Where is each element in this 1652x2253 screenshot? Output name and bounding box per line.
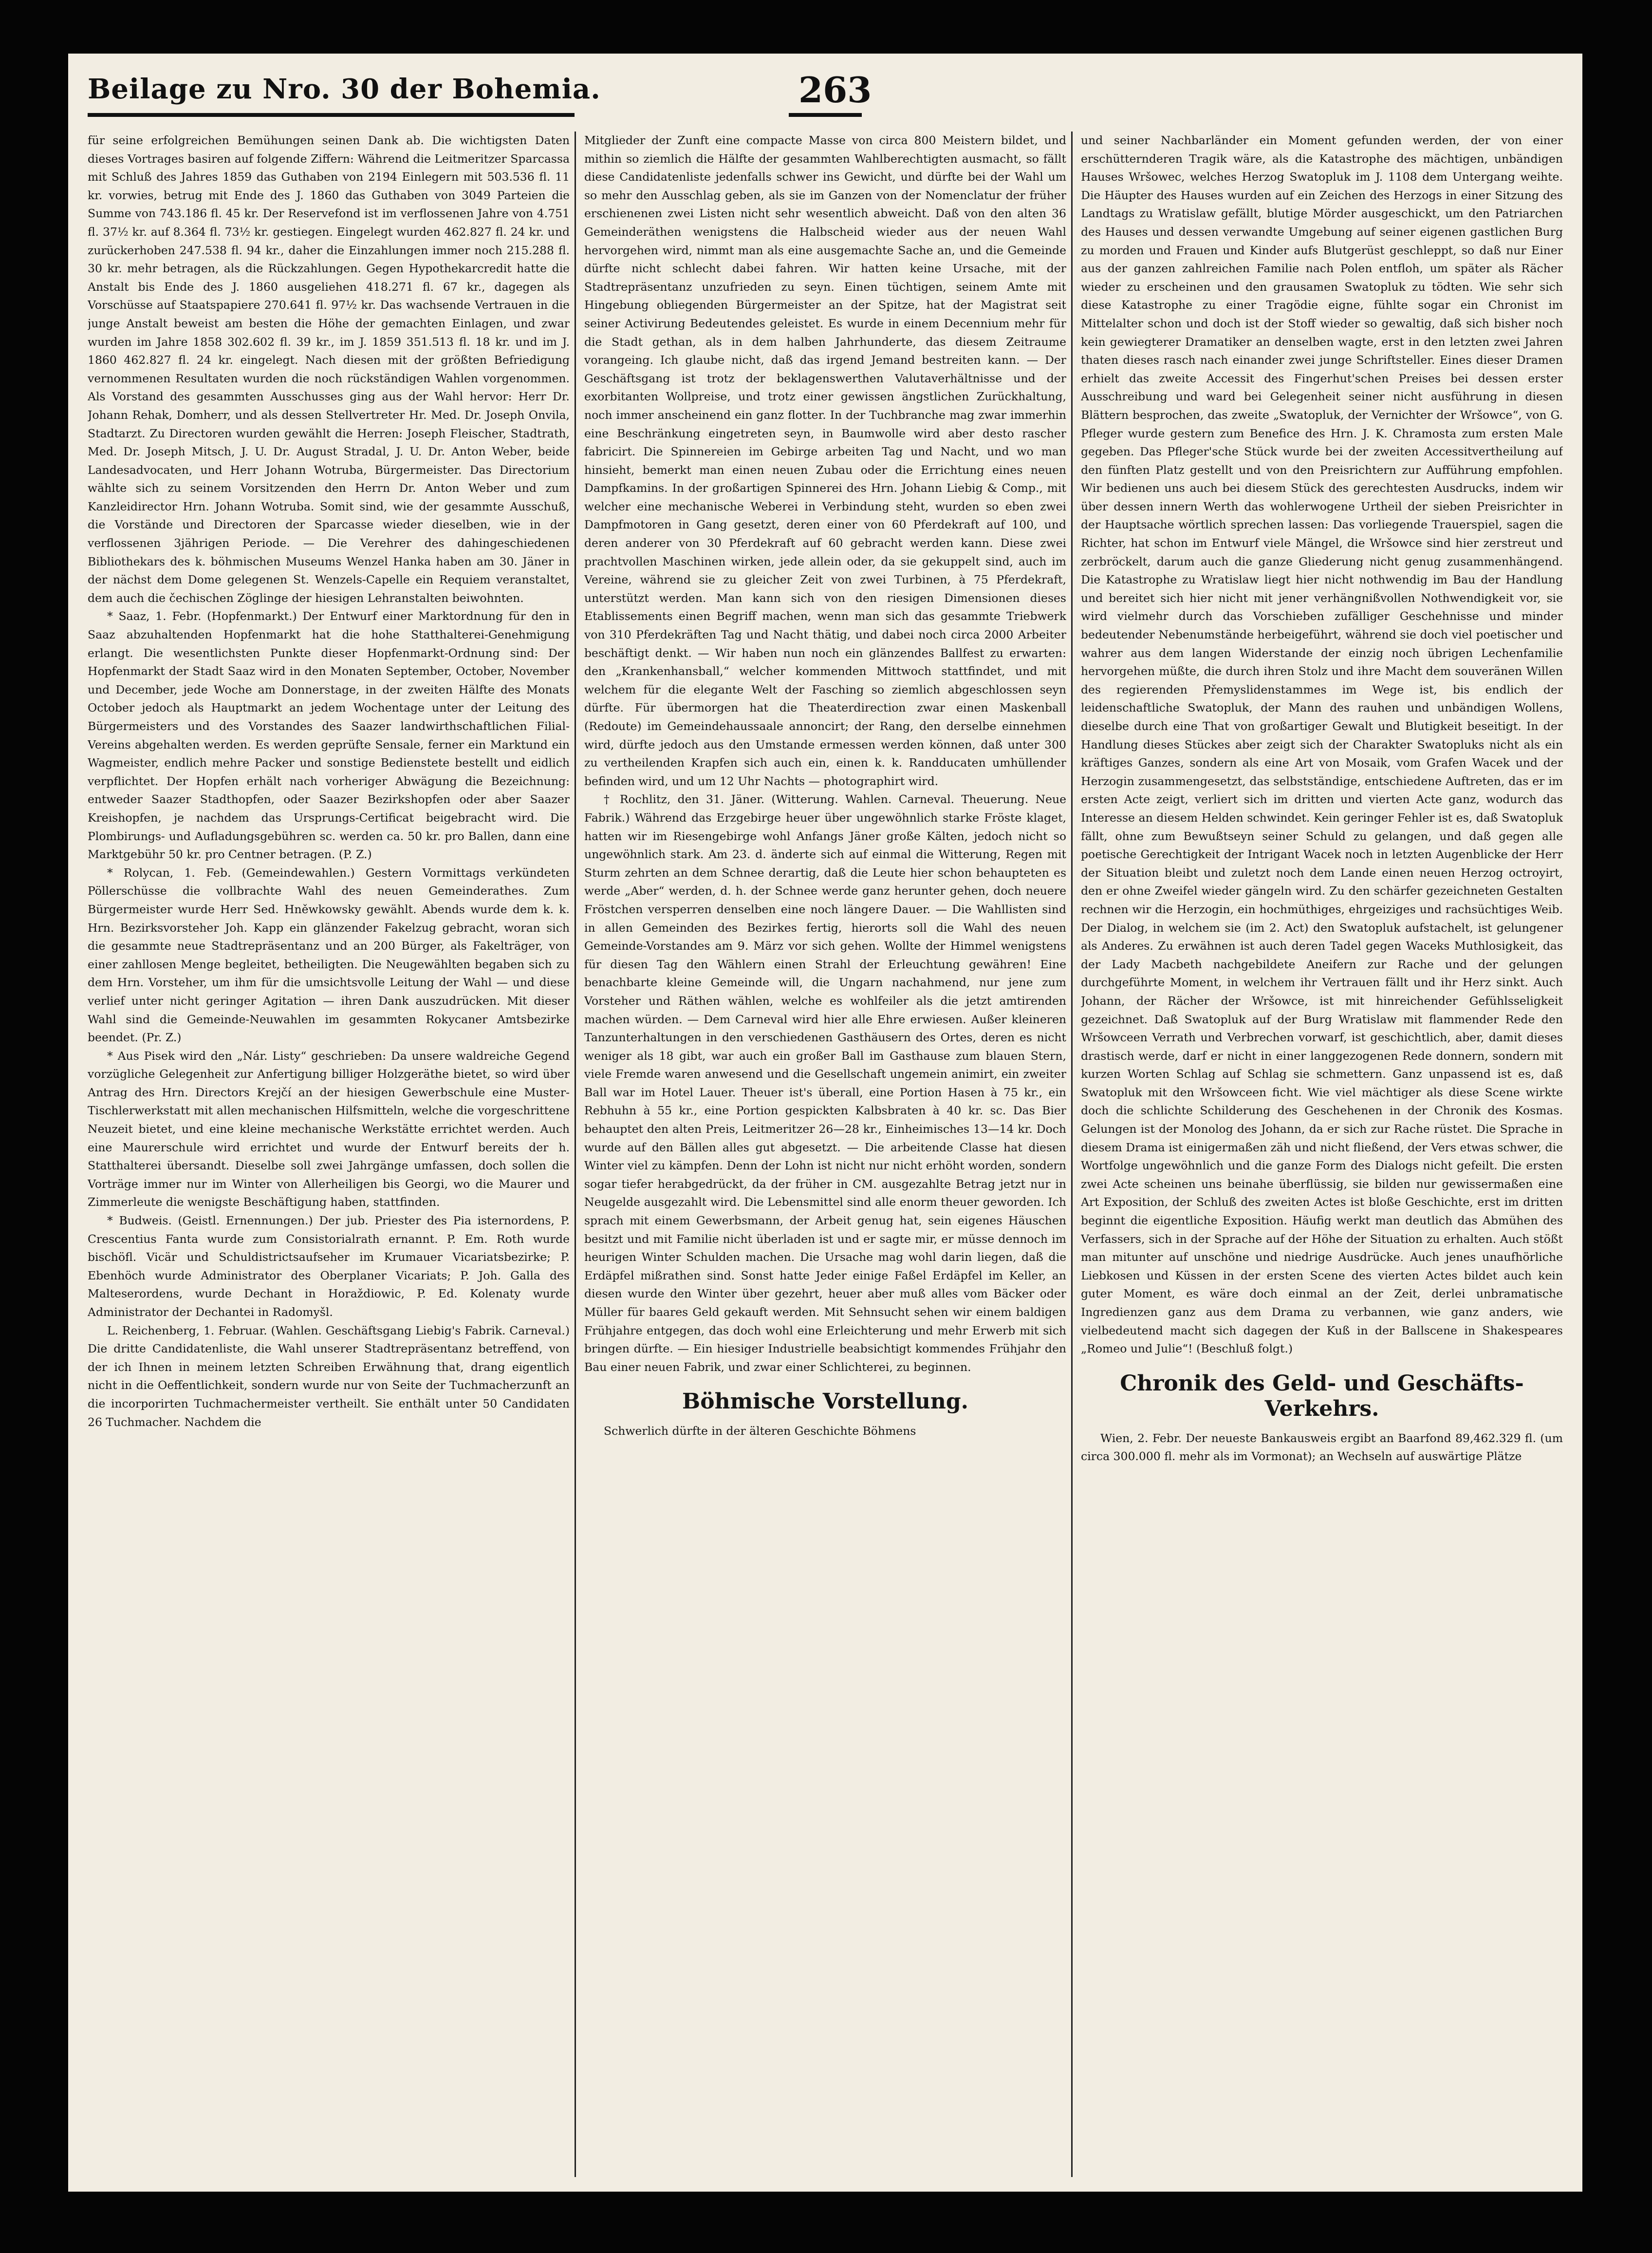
article-paragraph: * Saaz, 1. Febr. (Hopfenmarkt.) Der Entwurf einer Marktordnung für den in Saaz abzuhaltenden Hopfenmarkt hat die hohe Statthalterei-Genehmigung erlangt. Die wesentlichsten Punkte dieser Hopfenmarkt-Ordnung sind: Der Hopfenmarkt der Stadt Saaz wird in den Monaten September, October, November und December, jede Woche am Donnerstage, in der zweiten Hälfte des Monats October jedoch als Hauptmarkt an jedem Wochentage unter der Leitung des Bürgermeisters und des Vorstandes des Saazer landwirthschaftlichen Filial-Vereins abgehalten werden. Es werden geprüfte Sensale, ferner ein Marktund ein Wagmeister, endlich mehre Packer und sonstige Bedienstete bestellt und eidlich verpflichtet. Der Hopfen erhält nach vorheriger Abwägung die Bezeichnung: entweder Saazer Stadthopfen, oder Saazer Bezirkshopfen oder aber Saazer Kreishopfen, je nachdem das Ursprungs-Certificat beigebracht wird. Die Plombirungs- und Aufladungsgebühren sc. werden ca. 50 kr. pro Ballen, dann eine Marktgebühr 50 kr. pro Centner betragen. (P. Z.) xyxy=(88,609,570,862)
newspaper-page xyxy=(68,54,1582,2192)
section-heading: Böhmische Vorstellung. xyxy=(682,1389,968,1414)
article-paragraph: † Rochlitz, den 31. Jäner. (Witterung. Wahlen. Carneval. Theuerung. Neue Fabrik.) Während das Erzgebirge heuer über ungewöhnlich starke Fröste klaget, hatten wir im Riesengebirge wohl Anfangs Jäner große Kälten, jedoch nicht so ungewöhnlich stark. Am 23. d. änderte sich auf einmal die Witterung, Regen mit Sturm zehrten an dem Schnee derartig, daß die Leute hier schon behaupteten es werde „Aber“ werden, d. h. der Schnee werde ganz herunter gehen, doch neuere Fröstchen versperren denselben eine noch längere Dauer. — Die Wahllisten sind in allen Gemeinden des Bezirkes fertig, hierorts soll die Wahl des neuen Gemeinde-Vorstandes am 9. März vor sich gehen. Wollte der Himmel wenigstens für diesen Tag den Wählern einen Strahl der Erleuchtung gewähren! Eine benachbarte kleine Gemeinde will, die Ungarn nachahmend, nur jene zum Vorsteher und Räthen wählen, welche es wohlfeiler als die jetzt amtirenden machen würden. — Dem Carneval wird hier alle Ehre erwiesen. Außer kleineren Tanzunterhaltungen in den verschiedenen Gasthäusern des Ortes, deren es nicht weniger als 18 gibt, war auch ein großer Ball im Gasthause zum blauen Stern, viele Fremde waren anwesend und die Gesellschaft ungemein animirt, ein zweiter Ball war im Hotel Lauer. Theuer ist's überall, eine Portion Hasen à 75 kr., ein Rebhuhn à 55 kr., eine Portion gespickten Kalbsbraten à 40 kr. sc. Das Bier behauptet den alten Preis, Leitmeritzer 26—28 kr., Einheimisches 13—14 kr. Doch wurde auf den Bällen alles gut abgesetzt. — Die arbeitende Classe hat diesen Winter viel zu kämpfen. Denn der Lohn ist nicht nur nicht erhöht worden, sondern sogar tiefer herabgedrückt, da der früher in CM. ausgezahlte Betrag jetzt nur in Neugelde ausgezahlt wird. Die Lebensmittel sind alle enorm theuer geworden. Ich sprach mit einem Gewerbsmann, der Arbeit genug hat, sein eigenes Häuschen besitzt und mit Familie nicht überladen ist und er sagte mir, er müsse dennoch im heurigen Winter Schulden machen. Die Ursache mag wohl darin liegen, daß die Erdäpfel mißrathen sind. Sonst hatte Jeder einige Faßel Erdäpfel im Keller, an diesen wurde den Winter über gezehrt, heuer aber muß alles vom Bäcker oder Müller für baares Geld gekauft werden. Mit Sehnsucht sehen wir einem baldigen Frühjahre entgegen, das doch wohl eine Erleichterung und mehr Erwerb mit sich bringen dürfte. — Ein hiesiger Industrielle beabsichtigt kommendes Frühjahr den Bau einer neuen Fabrik, und zwar einer Schlichterei, zu beginnen. xyxy=(584,792,1066,1374)
article-paragraph: für seine erfolgreichen Bemühungen seinen Dank ab. Die wichtigsten Daten dieses Vortrages basiren auf folgende Ziffern: Während die Leitmeritzer Sparcassa mit Schluß des Jahres 1859 das Guthaben von 2194 Einlegern mit 503.536 fl. 11 kr. vorwies, betrug mit Ende des J. 1860 das Guthaben von 3049 Parteien die Summe von 743.186 fl. 45 kr. Der Reservefond ist im verflossenen Jahre von 4.751 fl. 37½ kr. auf 8.364 fl. 73½ kr. gestiegen. Eingelegt wurden 462.827 fl. 24 kr. und zurückerhoben 247.538 fl. 94 kr., daher die Einzahlungen immer noch 215.288 fl. 30 kr. mehr betragen, als die Rückzahlungen. Gegen Hypothekarcredit hatte die Anstalt bis Ende des J. 1860 ausgeliehen 418.271 fl. 67 kr., dagegen als Vorschüsse auf Staatspapiere 270.641 fl. 97½ kr. Das wachsende Vertrauen in die junge Anstalt beweist am besten die Höhe der gemachten Einlagen, und zwar wurden im Jahre 1858 302.602 fl. 39 kr., im J. 1859 351.513 fl. 18 kr. und im J. 1860 462.827 fl. 24 kr. eingelegt. Nach diesen mit der größten Befriedigung vernommenen Resultaten wurden die noch rückständigen Wahlen vorgenommen. Als Vorstand des gesammten Ausschusses ging aus der Wahl hervor: Herr Dr. Johann Rehak, Domherr, und als dessen Stellvertreter Hr. Med. Dr. Joseph Onvila, Stadtarzt. Zu Directoren wurden gewählt die Herren: Joseph Fleischer, Stadtrath, Med. Dr. Joseph Mitsch, J. U. Dr. August Stradal, J. U. Dr. Anton Weber, beide Landesadvocaten, und Herr Johann Wotruba, Bürgermeister. Das Directorium wählte sich zu seinem Vorsitzenden den Herrn Dr. Anton Weber und zum Kanzleidirector Hrn. Johann Wotruba. Somit sind, wie der gesammte Ausschuß, die Vorstände und Directoren der Sparcasse wieder dieselben, wie in der verflossenen 3jährigen Periode. — Die Verehrer des dahingeschiedenen Bibliothekars des k. böhmischen Museums Wenzel Hanka haben am 30. Jäner in der nächst dem Dome gelegenen St. Wenzels-Capelle ein Requiem veranstaltet, dem auch die čechischen Zöglinge der hiesigen Lehranstalten beiwohnten. xyxy=(88,133,570,605)
column-2 xyxy=(584,131,1066,2177)
column-1 xyxy=(88,131,570,2177)
article-paragraph: * Budweis. (Geistl. Ernennungen.) Der jub. Priester des Pia isternordens, P. Crescentius Fanta wurde zum Consistorialrath ernannt. P. Em. Roth wurde bischöfl. Vicär und Schuldistrictsaufseher im Krumauer Vicariatsbezirke; P. Ebenhöch wurde Administrator des Oberplaner Vicariats; P. Joh. Galla des Malteserordens, wurde Dechant in Horaždiowic, P. Ed. Kolenaty wurde Administrator der Dechantei in Radomyšl. xyxy=(88,1214,570,1319)
article-paragraph: * Rolycan, 1. Feb. (Gemeindewahlen.) Gestern Vormittags verkündeten Pöllerschüsse die vollbrachte Wahl des neuen Gemeinderathes. Zum Bürgermeister wurde Herr Sed. Hněwkowsky gewählt. Abends wurde dem k. k. Hrn. Bezirksvorsteher Joh. Kapp ein glänzender Fakelzug gebracht, woran sich die gesammte neue Stadtrepräsentanz und an 200 Bürger, als Fakelträger, von einer zahllosen Menge begleitet, betheiligten. Die Neugewählten begaben sich zu dem Hrn. Vorsteher, um ihm für die umsichtsvolle Leitung der Wahl — und diese verlief unter nicht geringer Agitation — ihren Dank auszudrücken. Mit dieser Wahl sind die Gemeinde-Neuwahlen im gesammten Rokycaner Amtsbezirke beendet. (Pr. Z.) xyxy=(88,865,570,1045)
section-heading: Chronik des Geld- und Geschäfts-Verkehrs. xyxy=(1120,1371,1524,1421)
article-paragraph: Mitglieder der Zunft eine compacte Masse von circa 800 Meistern bildet, und mithin so ziemlich die Hälfte der gesammten Wahlberechtigten ausmacht, so fällt diese Candidatenliste jedenfalls schwer ins Gewicht, und dürfte bei der Wahl um so mehr den Ausschlag geben, als sie im Ganzen von der Nomenclatur der früher erschienenen zwei Listen nicht sehr wesentlich abweicht. Daß von den alten 36 Gemeinderäthen wenigstens die Halbscheid wieder aus der neuen Wahl hervorgehen wird, nimmt man als eine ausgemachte Sache an, und die Gemeinde dürfte nicht schlecht dabei fahren. Wir hatten keine Ursache, mit der Stadtrepräsentanz unzufrieden zu seyn. Einen tüchtigen, seinem Amte mit Hingebung obliegenden Bürgermeister an der Spitze, hat der Magistrat seit seiner Activirung Bedeutendes geleistet. Es wurde in einem Decennium mehr für die Stadt gethan, als in dem halben Jahrhunderte, das diesem Zeitraume vorangeing. Ich glaube nicht, daß das irgend Jemand bestreiten kann. — Der Geschäftsgang ist trotz der beklagenswerthen Valutaverhältnisse und der exorbitanten Wollpreise, und trotz einer gewissen ängstlichen Zurückhaltung, noch immer anscheinend ein ganz flotter. In der Tuchbranche mag zwar immerhin eine Beschränkung eingetreten seyn, in Baumwolle wird aber desto rascher fabricirt. Die Spinnereien im Gebirge arbeiten Tag und Nacht, und wo man hinsieht, bemerkt man einen neuen Zubau oder die Errichtung eines neuen Dampfkamins. In der großartigen Spinnerei des Hrn. Johann Liebig & Comp., mit welcher eine mechanische Weberei in Verbindung steht, wurden so eben zwei Dampfmotoren in Gang gesetzt, deren einer von 60 Pferdekraft auf 100, und deren anderer von 30 Pferdekraft auf 60 gebracht werden kann. Diese zwei prachtvollen Maschinen wirken, jede allein oder, da sie gekuppelt sind, auch im Vereine, während sie zu gleicher Zeit von zwei Turbinen, à 75 Pferdekraft, unterstützt werden. Man kann sich von den riesigen Dimensionen dieses Etablissements einen Begriff machen, wenn man sich das gesammte Triebwerk von 310 Pferdekräften Tag und Nacht thätig, und dabei noch circa 2000 Arbeiter beschäftigt denkt. — Wir haben nun noch ein glänzendes Ballfest zu erwarten: den „Krankenhansball,“ welcher kommenden Mittwoch stattfindet, und mit welchem für die elegante Welt der Fasching so ziemlich abgeschlossen seyn dürfte. Für übermorgen hat die Theaterdirection zwar einen Maskenball (Redoute) im Gemeindehaussaale annoncirt; der Rang, den derselbe einnehmen wird, dürfte jedoch aus den Umstande ermessen werden können, daß unter 300 zu vertheilenden Krapfen sich auch ein, einen k. k. Randducaten umhüllender befinden wird, und um 12 Uhr Nachts — photographirt wird. xyxy=(584,133,1066,788)
article-paragraph: Wien, 2. Febr. Der neueste Bankausweis ergibt an Baarfond 89,462.329 fl. (um circa 300.000 fl. mehr als im Vormonat); an Wechseln auf auswärtige Plätze xyxy=(1081,1431,1563,1464)
supplement-title: Beilage zu Nro. 30 der Bohemia. xyxy=(88,73,601,105)
page-header xyxy=(88,68,1563,127)
page-number-underline xyxy=(789,113,862,117)
column-divider xyxy=(575,131,576,2177)
column-divider xyxy=(1071,131,1073,2177)
article-paragraph: * Aus Pisek wird den „Nár. Listy“ geschrieben: Da unsere waldreiche Gegend vorzügliche Gelegenheit zur Anfertigung billiger Holzgeräthe bietet, so wird über Antrag des Hrn. Directors Krejčí an der hiesigen Gewerbschule eine Muster-Tischlerwerkstatt mit allen mechanischen Hilfsmitteln, welche die vorgeschrittene Neuzeit bietet, und eine kleine mechanische Werkstätte errichtet werden. Auch eine Maurerschule wird errichtet und wurde der Entwurf bereits der h. Statthalterei übersandt. Dieselbe soll zwei Jahrgänge umfassen, doch sollen die Vorträge immer nur im Winter von Allerheiligen bis Georgi, wo die Maurer und Zimmerleute die wenigste Beschäftigung haben, stattfinden. xyxy=(88,1049,570,1209)
article-paragraph: L. Reichenberg, 1. Februar. (Wahlen. Geschäftsgang Liebig's Fabrik. Carneval.) Die dritte Candidatenliste, die Wahl unserer Stadtrepräsentanz betreffend, von der ich Ihnen in meinem letzten Schreiben Erwähnung that, drang eigentlich nicht in die Oeffentlichkeit, sondern wurde nur von Seite der Tuchmacherzunft an die incorporirten Tuchmachermeister vertheilt. Sie enthält unter 50 Candidaten 26 Tuchmacher. Nachdem die xyxy=(88,1323,570,1429)
title-underline xyxy=(88,113,575,117)
column-3 xyxy=(1081,131,1563,2177)
article-paragraph: Schwerlich dürfte in der älteren Geschichte Böhmens xyxy=(604,1424,916,1438)
article-paragraph: und seiner Nachbarländer ein Moment gefunden werden, der von einer erschütternderen Tragik wäre, als die Katastrophe des mächtigen, unbändigen Hauses Wršowec, welches Herzog Swatopluk im J. 1108 dem Untergang weihte. Die Häupter des Hauses wurden auf ein Zeichen des Herzogs in einer Sitzung des Landtags zu Wratislaw gefällt, blutige Mörder ausgeschickt, um den Patriarchen des Hauses und dessen verwandte Umgebung auf seiner eigenen gastlichen Burg zu morden und Frauen und Kinder aufs Blutgerüst geschleppt, so daß nur Einer aus der ganzen zahlreichen Familie nach Polen entfloh, um später als Rächer wieder zu erscheinen und den grausamen Swatopluk zu tödten. Wie sehr sich diese Katastrophe zu einer Tragödie eigne, fühlte sogar ein Chronist im Mittelalter schon und doch ist der Stoff wieder so gewaltig, daß sich bisher noch kein gewiegterer Dramatiker an denselben wagte, erst in den letzten zwei Jahren thaten dieses rasch nach einander zwei junge Schriftsteller. Eines dieser Dramen erhielt das zweite Accessit des Fingerhut'schen Preises bei dessen erster Ausschreibung und ward bei Gelegenheit seiner nicht ausführung in diesen Blättern besprochen, das zweite „Swatopluk, der Vernichter der Wršowce“, von G. Pfleger wurde gestern zum Benefice des Hrn. J. K. Chramosta zum ersten Male gegeben. Das Pfleger'sche Stück wurde bei der zweiten Accessitvertheilung auf den fünften Platz gestellt und von den Preisrichtern zur Aufführung empfohlen. Wir bedienen uns auch bei diesem Stück des gerechtesten Ausdrucks, indem wir über dessen innern Werth das wohlerwogene Urtheil der sieben Preisrichter in der Hauptsache wörtlich sprechen lassen: Das vorliegende Trauerspiel, sagen die Richter, hat schon im Entwurf viele Mängel, die Wršowce sind hier zerstreut und zerbröckelt, darum auch die ganze Gliederung nicht genug zusammenhängend. Die Katastrophe zu Wratislaw liegt hier nicht nothwendig im Bau der Handlung und bereitet sich hier nicht mit jener verhängnißvollen Nothwendigkeit vor, sie wird vielmehr durch das Vorschieben zufälliger Geschehnisse und minder bedeutender Nebenumstände herbeigeführt, während sie doch viel poetischer und wahrer aus dem langen Widerstande der einzig noch übrigen Lechenfamilie hervorgehen müßte, die durch ihren Stolz und ihre Macht dem souveränen Willen des regierenden Přemyslidenstammes im Wege ist, bis endlich der leidenschaftliche Swatopluk, der Mann des rauhen und unbändigen Wollens, dieselbe durch eine That von großartiger Gewalt und Blutigkeit beseitigt. In der Handlung dieses Stückes aber zeigt sich der Charakter Swatopluks nicht als ein kräftiges Ganzes, sondern als eine Art von Mosaik, vom Grafen Wacek und der Herzogin zusammengesetzt, das selbstständige, entschiedene Auftreten, das er im ersten Acte zeigt, verliert sich im dritten und vierten Acte ganz, wodurch das Interesse an diesem Helden schwindet. Kein geringer Fehler ist es, daß Swatopluk fällt, ohne zum Bewußtseyn seiner Schuld zu gelangen, und daß gegen alle poetische Gerechtigkeit der Intrigant Wacek noch in letzten Augenblicke der Herr der Situation bleibt und zuletzt noch dem Lande einen neuen Herzog octroyirt, den er ohne Zweifel wieder gängeln wird. Zu den schärfer gezeichneten Gestalten rechnen wir die Herzogin, ein hochmüthiges, ehrgeiziges und rachsüchtiges Weib. Der Dialog, in welchem sie (im 2. Act) den Swatopluk aufstachelt, ist gelungener als Anderes. Zu erwähnen ist auch deren Tadel gegen Waceks Muthlosigkeit, das der Lady Macbeth nachgebildete Aneifern zur Rache und der gelungen durchgeführte Moment, in welchem ihr Vertrauen fällt und ihr Herz sinkt. Auch Johann, der Rächer der Wršowce, ist mit hinreichender Gefühlsseligkeit gezeichnet. Daß Swatopluk auf der Burg Wratislaw mit flammender Rede den Wršowceen Verrath und Verbrechen vorwarf, ist geschichtlich, aber, damit dieses drastisch werde, darf er nicht in einer langgezogenen Rede donnern, sondern mit kurzen Worten Schlag auf Schlag sie schmettern. Ganz unpassend ist es, daß Swatopluk mit den Wršowceen ficht. Wie viel mächtiger als diese Scene wirkte doch die schlichte Schilderung des Geschehenen in der Chronik des Kosmas. Gelungen ist der Monolog des Johann, da er sich zur Rache rüstet. Die Sprache in diesem Drama ist einigermaßen zäh und nicht fließend, der Vers etwas schwer, die Wortfolge ungewöhnlich und die ganze Form des Dialogs nicht gefeilt. Die ersten zwei Acte scheinen uns beinahe überflüssig, sie bilden nur gewissermaßen eine Art Exposition, der Schluß des zweiten Actes ist bloße Geschichte, erst im dritten beginnt die eigentliche Exposition. Häufig werkt man deutlich das Abmühen des Verfassers, sich in der Sprache auf der Höhe der Situation zu erhalten. Auch stößt man mitunter auf unschöne und niedrige Ausdrücke. Auch jenes unaufhörliche Liebkosen und Küssen in der ersten Scene des vierten Actes bildet auch kein guter Moment, es wäre doch einmal an der Zeit, derlei unbramatische Ingredienzen ganz aus dem Drama zu verbannen, wie ganz anders, wie vielbedeutend macht sich dagegen der Kuß in der Ballscene in Shakespeares „Romeo und Julie“! (Beschluß folgt.) xyxy=(1081,133,1563,1356)
page-number: 263 xyxy=(798,69,872,111)
